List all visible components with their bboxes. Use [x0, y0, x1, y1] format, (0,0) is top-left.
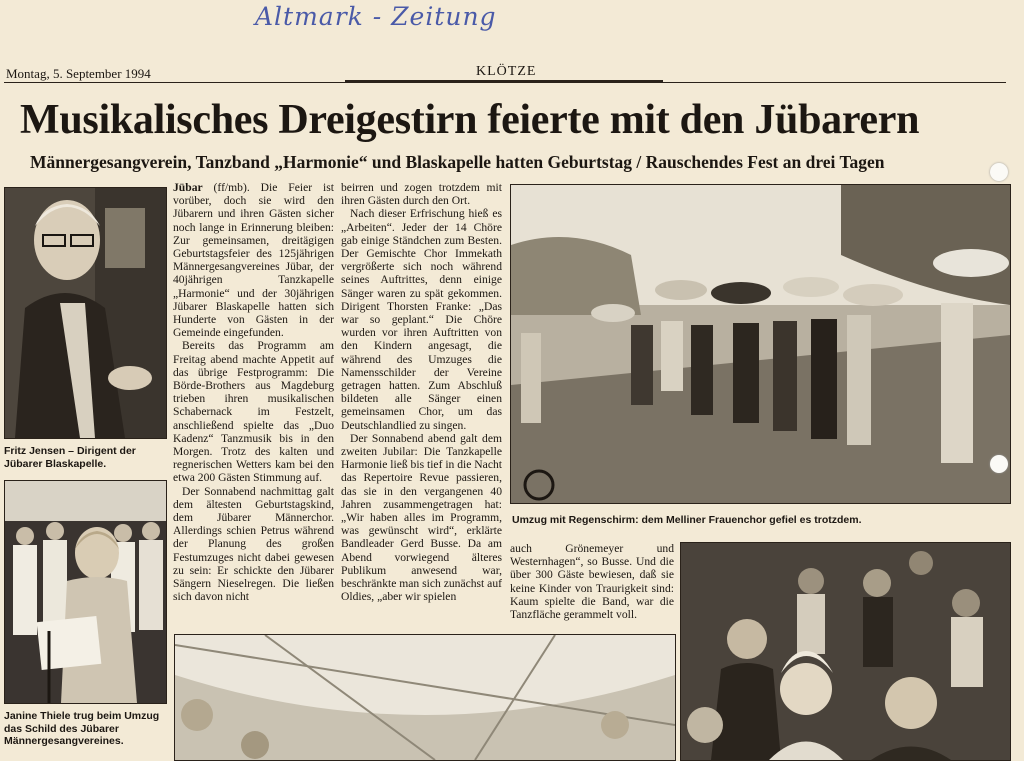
article-column-3 — [510, 542, 674, 630]
photo-conductor-portrait — [4, 187, 167, 439]
paragraph: auch Grönemeyer und Westernhagen“, so Busse. Und die über 300 Gäste bewiesen, daß sie keine Kinder von Traurigkeit sind: Kaum spielte die Band, war die Tanzfläche gerammelt voll. — [510, 542, 674, 622]
photo-parade-umbrellas — [510, 184, 1011, 504]
paragraph: beirren und zogen trotzdem mit ihren Gästen durch den Ort. — [341, 181, 502, 208]
paragraph: Bereits das Programm am Freitag abend machte Appetit auf das übrige Festprogramm: Die Börde-Brothers aus Magdeburg trieben ihren musikalischen Schabernack im Festzelt, anschließend spielte das „Duo Kadenz“ Tanzmusik bis in den Morgen. Trotz des kalten und regnerischen Wetters kam bei den etwa 200 Gästen Stimmung auf. — [173, 339, 334, 485]
caption-conductor: Fritz Jensen – Dirigent der Jübarer Blaskapelle. — [4, 445, 136, 470]
paragraph-text: (ff/mb). Die Feier ist vorüber, doch sie wird den Jübarern und ihren Gästen sicher noch lange in Erinnerung bleiben: Zur gemeinsamen, dreitägigen Geburtstagsfeier des 125jährigen Männergesangvereines Jübar, der 40jährigen Tanzkapelle „Harmonie“ und der 30jährigen Jübarer Blaskapelle hatten sich Hunderte von Gästen in der Gemeinde eingefunden. — [173, 181, 334, 340]
caption-parade: Umzug mit Regenschirm: dem Melliner Frauenchor gefiel es trotzdem. — [512, 514, 862, 526]
photo-festival-tent — [174, 634, 676, 761]
photo-crowd-dancing — [680, 542, 1011, 761]
dateline-lead: Jübar — [173, 181, 203, 194]
issue-date: Montag, 5. September 1994 — [6, 66, 151, 81]
headline: Musikalisches Dreigestirn feierte mit den Jübarern — [20, 97, 920, 143]
clipping-pin — [990, 455, 1008, 473]
handwritten-note: Altmark - Zeitung — [255, 2, 497, 31]
clipping-pin — [990, 163, 1008, 181]
paragraph: Der Sonnabend nachmittag galt dem ältesten Geburtstagskind, dem Jübarer Männerchor. Allerdings schien Petrus während der Planung des großen Festumzuges nicht dabei gewesen zu sein: Er schickte den Jübarer Sängern Nieselregen. Die ließen sich davon nicht — [173, 484, 334, 604]
caption-girl-with-sign: Janine Thiele trug beim Umzug das Schild des Jübarer Männergesangvereines. — [4, 710, 160, 747]
masthead-accent-rule — [345, 80, 663, 83]
paragraph — [173, 181, 334, 339]
article-column-1 — [173, 181, 334, 634]
paragraph: Der Sonnabend abend galt dem zweiten Jubilar: Die Tanzkapelle Harmonie ließ bis tief in die Nacht das Repertoire Revue passieren, das sie in den vergangenen 40 Jahren zusammengetragen hat: „Wir haben alles im Programm, was gewünscht wird“, erklärte Bandleader Gerd Busse. Da am Abend vorwiegend älteres Publikum anwesend war, beschränkte man sich zunächst auf Oldies, „aber wir spielen — [341, 431, 502, 604]
section-title: KLÖTZE — [476, 64, 537, 79]
paragraph: Nach dieser Erfrischung hieß es „Arbeiten“. Jeder der 14 Chöre gab einige Ständchen zum Besten. Der Gemischte Chor Immekath vergrößerte sich noch während seines Auftrittes, denn einige Sänger waren zu spät gekommen. Dirigent Thorsten Franke: „Das war so geplant.“ Die Chöre wurden vor ihren Auftritten von den Kindern angesagt, die während des Umzuges die Namensschilder der Vereine getragen hatten. Zum Abschluß bildeten alle Sänger einen gemeinsamen Chor, um das Deutschlandlied zu singen. — [341, 207, 502, 432]
article-column-2 — [341, 181, 502, 634]
subheadline: Männergesangverein, Tanzband „Harmonie“ und Blaskapelle hatten Geburtstag / Rauschendes Fest an drei Tagen — [30, 152, 885, 172]
photo-girl-with-sign — [4, 480, 167, 704]
